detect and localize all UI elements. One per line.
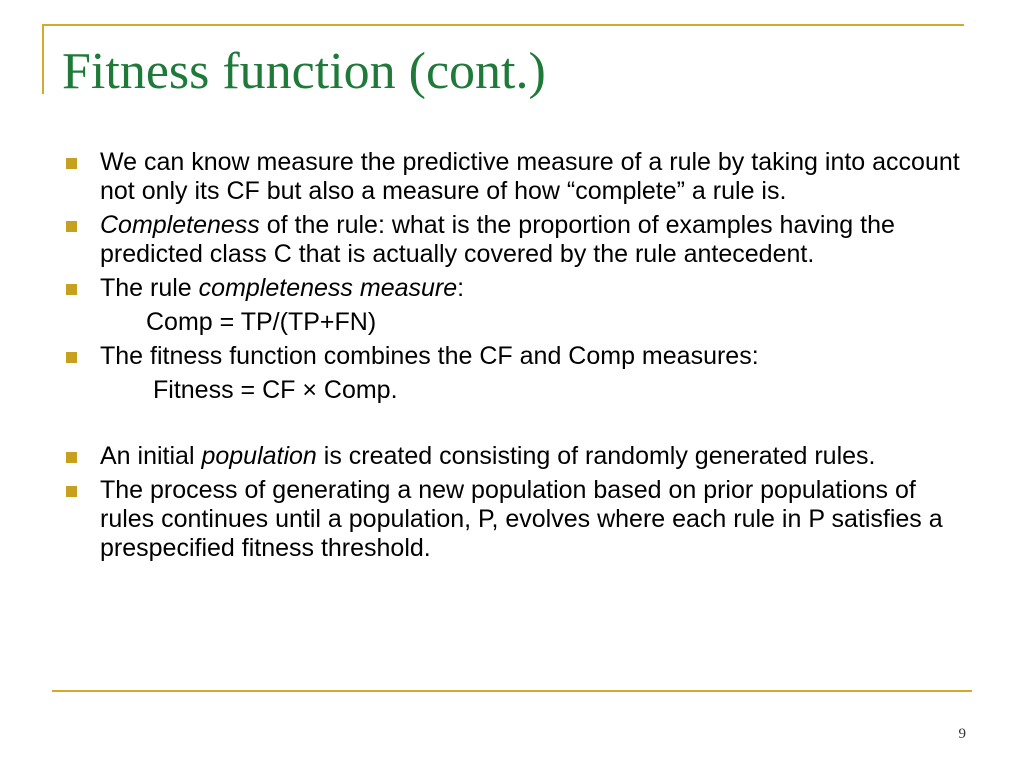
bullet-item [62,442,972,471]
frame-left-rule [42,24,44,94]
bottom-rule [52,690,972,692]
bullet-item [62,211,972,269]
spacer [62,410,972,442]
slide-title: Fitness function (cont.) [62,43,546,100]
bullet-item [62,342,972,371]
bullet-text: The process of generating a new population based on prior populations of rules continues until a population, P, evolves where each rule in P satisfies a prespecified fitness threshold. [100,476,943,562]
bullet-text: is created consisting of randomly generated rules. [316,442,876,470]
bullet-text: An initial [100,442,202,470]
fitness-formula: Fitness = CF × Comp. [153,376,398,404]
bullet-text: The fitness function combines the CF and Comp measures: [100,342,759,370]
frame-top-rule [44,24,964,26]
bullet-square-icon [66,452,77,463]
bullet-square-icon [66,284,77,295]
bullet-text: : [457,274,465,302]
bullet-square-icon [66,221,77,232]
bullet-item [62,148,972,206]
bullet-emphasis: population [201,442,317,470]
page-number: 9 [958,726,966,742]
bullet-text: of the rule: what is the proportion of examples having the predicted class C that is actually covered by the rule antecedent. [100,211,895,268]
bullet-text: The rule [100,274,199,302]
bullet-square-icon [66,158,77,169]
bullet-emphasis: Completeness [100,211,260,239]
comp-formula: Comp = TP/(TP+FN) [146,308,377,336]
bullet-item [62,476,972,563]
bullet-text: We can know measure the predictive measure of a rule by taking into account not only its CF but also a measure of how “complete” a rule is. [100,148,960,205]
bullet-square-icon [66,486,77,497]
bullet-item [62,274,972,303]
slide-content [62,148,972,568]
bullet-square-icon [66,352,77,363]
bullet-emphasis: completeness measure [198,274,458,302]
